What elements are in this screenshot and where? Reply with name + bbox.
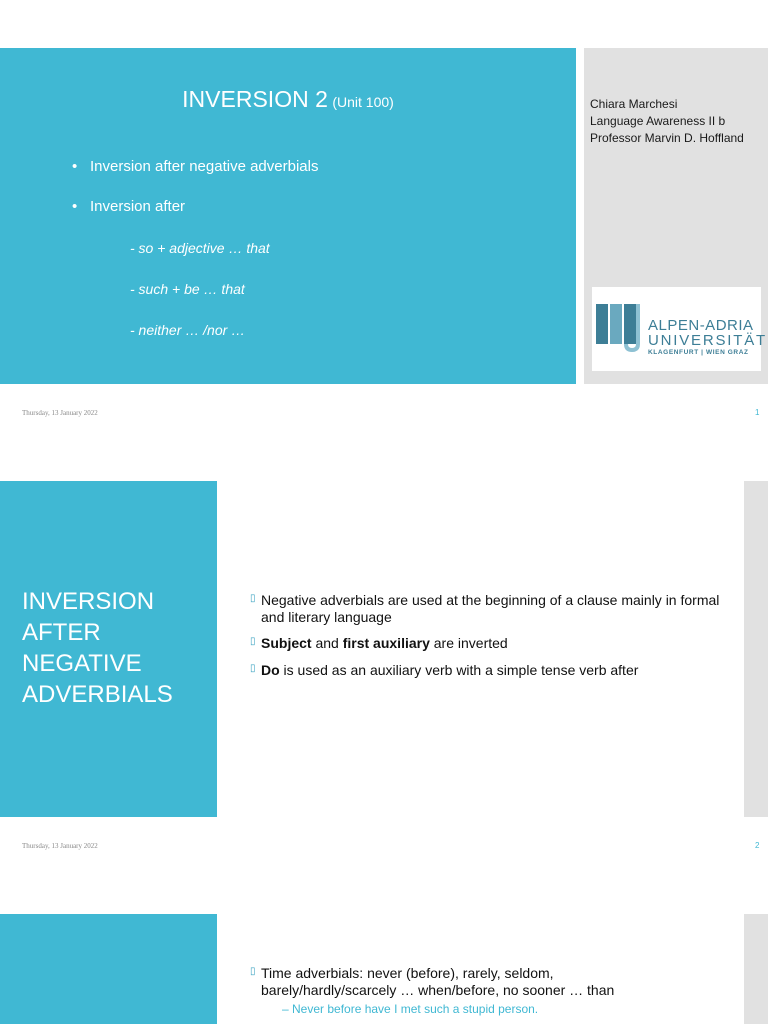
slide3-bullet-1-text: Time adverbials: never (before), rarely, seldom, barely/hardly/scarcely … when/before, no sooner … than (261, 965, 615, 998)
slide1-title (0, 86, 576, 113)
slide2-bullet-3-bold: Do (261, 662, 280, 678)
bullet-square-icon: ▯ (250, 966, 256, 977)
slide1-title-unit: (Unit 100) (332, 94, 394, 110)
logo-line-2: UNIVERSITÄT (648, 332, 767, 349)
university-logo (592, 287, 767, 371)
slide2-title-line-2: AFTER (22, 619, 101, 646)
slide2-title-line-4: ADVERBIALS (22, 681, 173, 708)
slide1-bullet-2 (72, 198, 185, 215)
university-logo-mark-icon (596, 304, 648, 354)
slide2-bullet-1 (250, 592, 720, 626)
slide1-professor: Professor Marvin D. Hoffland (590, 131, 744, 145)
slide2-title (22, 586, 173, 710)
slide1-bullet-2-text: Inversion after (90, 198, 186, 215)
slide2-bullet-2-bold-1: Subject (261, 635, 312, 651)
bullet-dot-icon: • (72, 158, 78, 175)
slide3-bullet-1 (250, 965, 670, 999)
slide2-bullet-2-bold-2: first auxiliary (342, 635, 430, 651)
bullet-dot-icon: • (72, 198, 78, 215)
slide1-title-main: INVERSION 2 (182, 86, 328, 112)
slide2-bullet-2 (250, 635, 720, 652)
slide1-bullet-1 (72, 158, 318, 175)
slide1-sub-item-2: - such + be … that (130, 281, 245, 297)
slide1-footer-date: Thursday, 13 January 2022 (22, 409, 98, 417)
logo-line-1: ALPEN-ADRIA (648, 317, 754, 334)
slide2-bullet-2-text (261, 635, 720, 652)
slide2-bullet-2-mid: and (311, 635, 343, 651)
slide2-title-line-1: INVERSION (22, 588, 155, 615)
bullet-square-icon: ▯ (250, 636, 256, 647)
logo-line-3: KLAGENFURT | WIEN GRAZ (648, 349, 749, 356)
slide2-bullet-3 (250, 662, 720, 679)
bullet-square-icon: ▯ (250, 593, 256, 604)
slide1-sub-item-1: - so + adjective … that (130, 240, 270, 256)
slide3-sub-item-1: – Never before have I met such a stupid person. (282, 1002, 539, 1016)
slide2-bullet-2-rest: are inverted (429, 635, 508, 651)
slide2-page-number: 2 (755, 841, 760, 850)
slide2-bullet-1-text: Negative adverbials are used at the beginning of a clause mainly in formal and literary language (261, 592, 720, 625)
slide1-author: Chiara Marchesi (590, 97, 678, 111)
slide3-title-panel (0, 914, 217, 1024)
slide2-bullet-3-text (261, 662, 720, 679)
slide2-edge-panel (744, 481, 768, 817)
bullet-square-icon: ▯ (250, 663, 256, 674)
slide2-bullet-3-rest: is used as an auxiliary verb with a simple tense verb after (279, 662, 639, 678)
slide2-title-line-3: NEGATIVE (22, 650, 142, 677)
slide1-course: Language Awareness II b (590, 114, 726, 128)
slide3-edge-panel (744, 914, 768, 1024)
slide1-page-number: 1 (755, 408, 760, 417)
slide1-sub-item-3: - neither … /nor … (130, 322, 246, 338)
slide1-bullet-1-text: Inversion after negative adverbials (90, 158, 319, 175)
slide2-footer-date: Thursday, 13 January 2022 (22, 842, 98, 850)
